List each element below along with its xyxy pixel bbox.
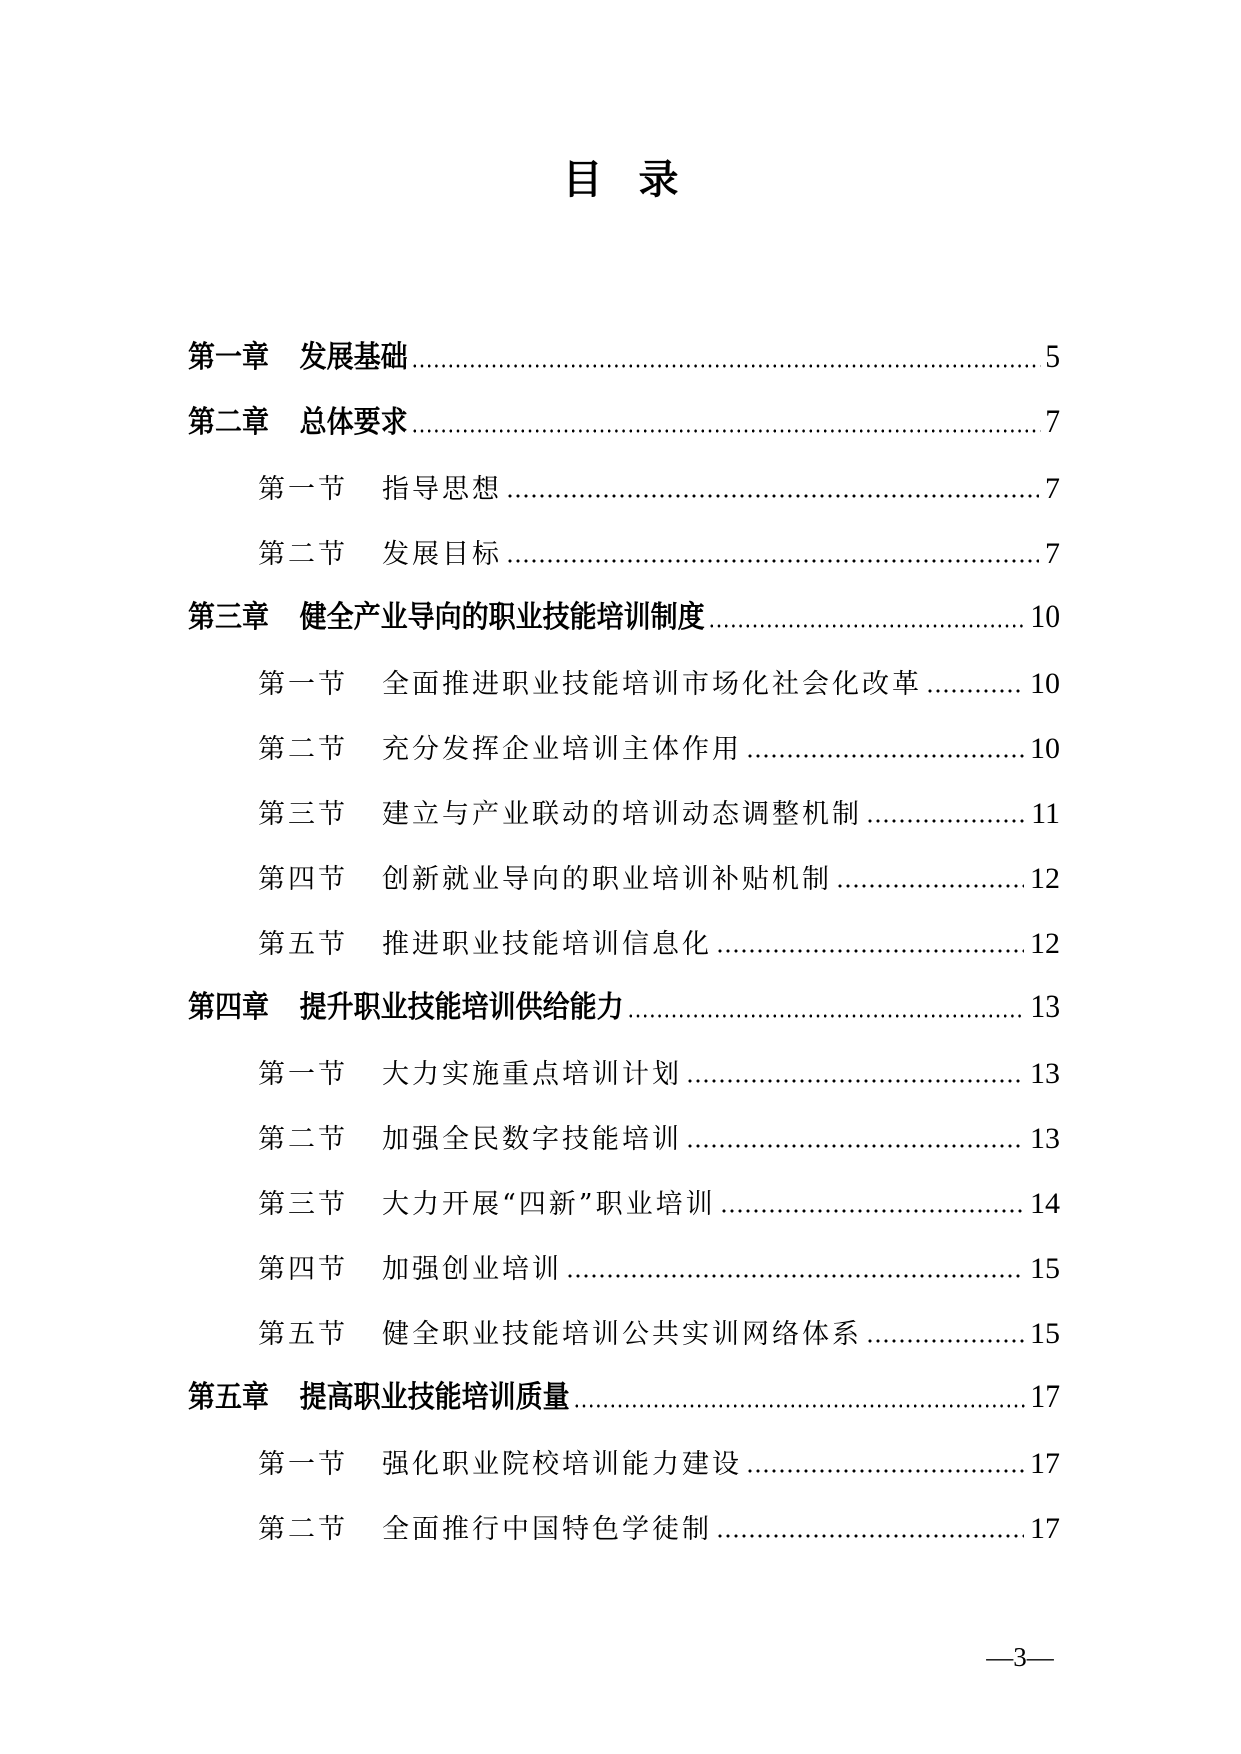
toc-number: 第三节 [258, 1189, 348, 1220]
toc-title: 建立与产业联动的培训动态调整机制 [382, 799, 862, 830]
toc-title: 总体要求 [299, 405, 408, 440]
toc-entry-chapter-5[interactable] [188, 1370, 1060, 1416]
toc-title: 大力实施重点培训计划 [382, 1059, 682, 1090]
toc-number: 第一节 [258, 669, 348, 700]
toc-number: 第二节 [258, 539, 348, 570]
toc-entry-section[interactable] [258, 850, 1060, 896]
toc-number: 第五章 [188, 1380, 269, 1415]
dot-leader [746, 1469, 1024, 1473]
toc-entry-chapter-4[interactable] [188, 980, 1060, 1026]
toc-title: 提高职业技能培训质量 [299, 1380, 570, 1415]
toc-page-number: 12 [1030, 862, 1060, 895]
dot-leader [866, 819, 1025, 823]
toc-title: 发展目标 [382, 539, 502, 570]
toc-entry-section[interactable] [258, 1500, 1060, 1546]
toc-entry-section[interactable] [258, 1305, 1060, 1351]
dot-leader [716, 1534, 1024, 1538]
toc-entry-chapter-3[interactable] [188, 590, 1060, 636]
page-title [0, 148, 1241, 212]
toc-entry-chapter-1[interactable] [188, 330, 1060, 376]
title-char-2: 录 [638, 156, 715, 203]
toc-number: 第一章 [188, 340, 269, 375]
toc-entry-section[interactable] [258, 1175, 1060, 1221]
title-char-1: 目 [562, 156, 639, 203]
toc-number: 第四章 [188, 990, 269, 1025]
dot-leader [836, 884, 1024, 888]
toc-entry-chapter-2[interactable] [188, 395, 1060, 441]
toc-title: 加强创业培训 [382, 1254, 562, 1285]
toc-number: 第三节 [258, 799, 348, 830]
toc-number: 第二章 [188, 405, 269, 440]
toc-title: 全面推行中国特色学徒制 [382, 1514, 712, 1545]
page-number-footer: —3— [986, 1642, 1054, 1672]
toc-number: 第二节 [258, 734, 348, 765]
dot-leader [566, 1274, 1024, 1278]
toc-number: 第四节 [258, 864, 348, 895]
toc-page-number: 12 [1030, 927, 1060, 960]
toc-page-number: 13 [1030, 1057, 1060, 1090]
toc-page-number: 11 [1031, 797, 1060, 830]
toc-page-number: 10 [1030, 599, 1061, 635]
dot-leader [720, 1209, 1024, 1213]
toc-page-number: 13 [1030, 989, 1061, 1025]
toc-page-number: 5 [1045, 339, 1061, 375]
toc-title: 强化职业院校培训能力建设 [382, 1449, 742, 1480]
dot-leader [686, 1079, 1024, 1083]
dot-leader [866, 1339, 1024, 1343]
toc-number: 第五节 [258, 929, 348, 960]
toc-entry-section[interactable] [258, 525, 1060, 571]
toc-entry-section[interactable] [258, 785, 1060, 831]
dot-leader [573, 1404, 1025, 1408]
toc-title: 指导思想 [382, 474, 502, 505]
toc-title: 充分发挥企业培训主体作用 [382, 734, 742, 765]
toc-entry-section[interactable] [258, 655, 1060, 701]
toc-title: 推进职业技能培训信息化 [382, 929, 712, 960]
toc-entry-section[interactable] [258, 1045, 1060, 1091]
dot-leader [708, 624, 1025, 628]
toc-title: 健全职业技能培训公共实训网络体系 [382, 1319, 862, 1350]
toc-number: 第一节 [258, 1449, 348, 1480]
toc-entry-section[interactable] [258, 460, 1060, 506]
dot-leader [926, 689, 1024, 693]
dot-leader [746, 754, 1024, 758]
toc-title: 大力开展“四新”职业培训 [382, 1189, 716, 1220]
toc-number: 第一节 [258, 1059, 348, 1090]
dot-leader [686, 1144, 1024, 1148]
dot-leader [506, 559, 1039, 563]
dot-leader [411, 429, 1040, 433]
dot-leader [506, 494, 1039, 498]
toc-entry-section[interactable] [258, 1435, 1060, 1481]
toc-page-number: 10 [1030, 732, 1060, 765]
dot-leader [411, 364, 1040, 368]
toc-title: 全面推进职业技能培训市场化社会化改革 [382, 669, 922, 700]
toc-page-number: 7 [1045, 537, 1060, 570]
toc-number: 第一节 [258, 474, 348, 505]
toc-title: 创新就业导向的职业培训补贴机制 [382, 864, 832, 895]
toc-title: 健全产业导向的职业技能培训制度 [299, 600, 705, 635]
toc-page-number: 7 [1045, 404, 1061, 440]
dot-leader [716, 949, 1024, 953]
toc-page-number: 14 [1030, 1187, 1060, 1220]
toc-page-number: 13 [1030, 1122, 1060, 1155]
toc-number: 第四节 [258, 1254, 348, 1285]
toc-number: 第二节 [258, 1124, 348, 1155]
toc-page-number: 17 [1030, 1512, 1060, 1545]
toc-entry-section[interactable] [258, 1240, 1060, 1286]
dot-leader [627, 1014, 1025, 1018]
toc-title: 加强全民数字技能培训 [382, 1124, 682, 1155]
toc-title: 提升职业技能培训供给能力 [299, 990, 624, 1025]
toc-title: 发展基础 [299, 340, 408, 375]
toc-number: 第三章 [188, 600, 269, 635]
toc-page-number: 17 [1030, 1379, 1061, 1415]
toc-number: 第五节 [258, 1319, 348, 1350]
toc-page-number: 7 [1045, 472, 1060, 505]
toc-entry-section[interactable] [258, 1110, 1060, 1156]
toc-entry-section[interactable] [258, 915, 1060, 961]
toc-number: 第二节 [258, 1514, 348, 1545]
toc-page-number: 15 [1030, 1317, 1060, 1350]
toc-page-number: 10 [1030, 667, 1060, 700]
toc-entry-section[interactable] [258, 720, 1060, 766]
toc-page-number: 15 [1030, 1252, 1060, 1285]
toc-page-number: 17 [1030, 1447, 1060, 1480]
